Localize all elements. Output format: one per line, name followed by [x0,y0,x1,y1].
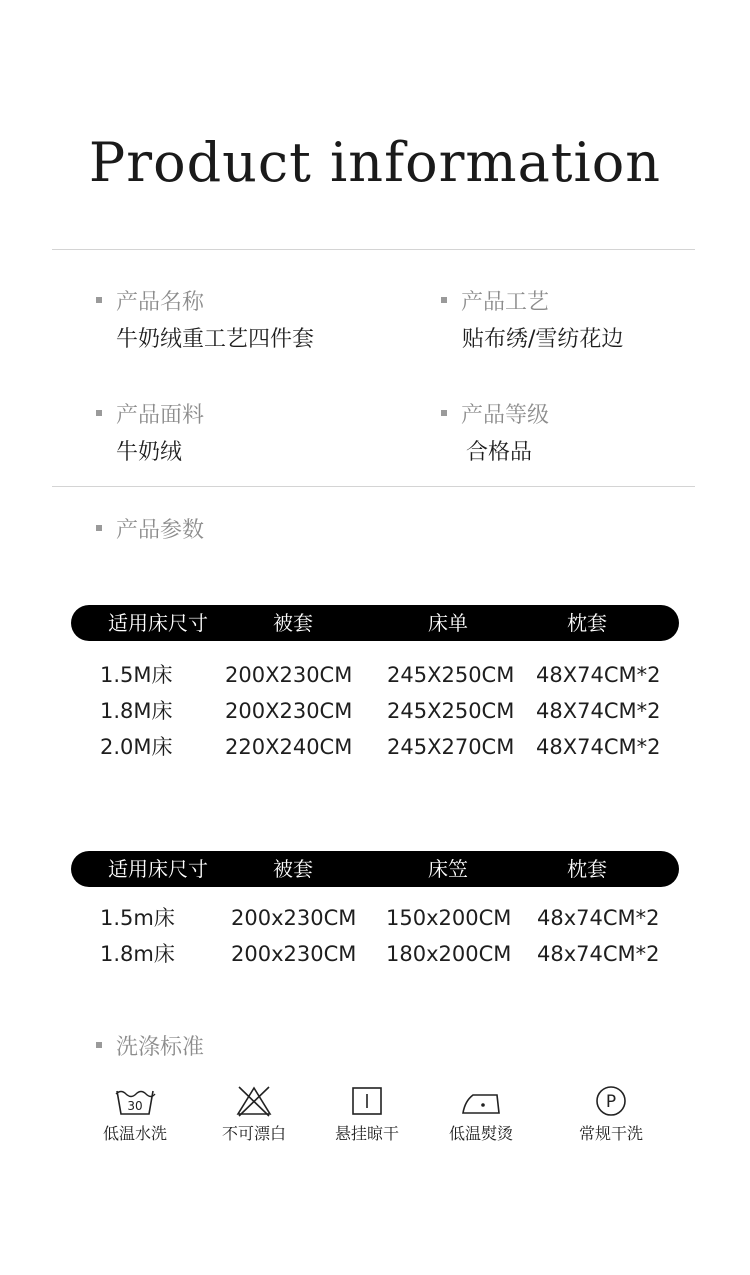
table-row [0,939,750,969]
cell-pillowcase: 48X74CM*2 [536,663,661,687]
cell-sheet: 245X250CM [387,663,515,687]
cell-bed-size: 1.8m床 [100,942,175,966]
cell-fitted-sheet: 180x200CM [386,942,512,966]
page-title: Product information [88,131,662,194]
product-fabric-label: 产品面料 [96,401,204,431]
care-caption: 低温熨烫 [448,1124,513,1143]
col-header-bed-size: 适用床尺寸 [108,857,208,881]
product-grade-value: 合格品 [466,440,533,465]
col-header-duvet: 被套 [273,857,313,881]
col-header-sheet: 床单 [428,611,468,635]
care-caption: 悬挂晾干 [334,1124,399,1143]
product-craft-value: 贴布绣/雪纺花边 [462,327,624,352]
cell-bed-size: 1.5M床 [100,663,173,687]
care-caption: 低温水洗 [102,1124,167,1143]
cell-pillowcase: 48X74CM*2 [536,735,661,759]
care-item-low-iron [426,1085,536,1145]
cell-bed-size: 1.5m床 [100,906,175,930]
cell-duvet: 200X230CM [225,663,353,687]
care-item-hang-dry [312,1085,422,1145]
no-bleach-icon [232,1085,276,1117]
cell-fitted-sheet: 150x200CM [386,906,512,930]
product-grade-label: 产品等级 [441,401,549,431]
cell-duvet: 200x230CM [231,906,357,930]
size-table-2-header [71,851,679,887]
table-row [0,696,750,726]
col-header-pillowcase: 枕套 [567,857,607,881]
bullet-icon [96,297,102,303]
wash-30-icon [113,1085,157,1117]
divider-middle [52,486,695,487]
svg-text:P: P [605,1092,617,1112]
product-name-value: 牛奶绒重工艺四件套 [116,327,315,352]
cell-duvet: 200x230CM [231,942,357,966]
care-item-wash [80,1085,190,1145]
col-header-duvet: 被套 [273,611,313,635]
cell-sheet: 245X250CM [387,699,515,723]
cell-pillowcase: 48x74CM*2 [537,942,660,966]
divider-top [52,249,695,250]
svg-text:30: 30 [127,1099,143,1113]
product-craft-label: 产品工艺 [441,288,549,318]
bullet-icon [441,297,447,303]
product-name-label: 产品名称 [96,288,204,318]
table-row [0,732,750,762]
col-header-bed-size: 适用床尺寸 [108,611,208,635]
care-caption: 常规干洗 [578,1124,643,1143]
cell-duvet: 220X240CM [225,735,353,759]
cell-pillowcase: 48x74CM*2 [537,906,660,930]
dry-clean-p-icon [589,1085,633,1117]
low-iron-icon [459,1085,503,1117]
bullet-icon [441,410,447,416]
cell-sheet: 245X270CM [387,735,515,759]
care-label: 洗涤标准 [96,1033,204,1063]
care-caption: 不可漂白 [221,1124,286,1143]
cell-duvet: 200X230CM [225,699,353,723]
cell-pillowcase: 48X74CM*2 [536,699,661,723]
cell-bed-size: 1.8M床 [100,699,173,723]
bullet-icon [96,1042,102,1048]
bullet-icon [96,525,102,531]
col-header-pillowcase: 枕套 [567,611,607,635]
col-header-fitted-sheet: 床笠 [428,857,468,881]
product-fabric-value: 牛奶绒 [116,440,183,465]
bullet-icon [96,410,102,416]
cell-bed-size: 2.0M床 [100,735,173,759]
table-row [0,660,750,690]
hang-dry-icon [345,1085,389,1117]
care-item-dry-clean [556,1085,666,1145]
table-row [0,903,750,933]
care-item-no-bleach [199,1085,309,1145]
product-params-label: 产品参数 [96,516,204,546]
size-table-1-header [71,605,679,641]
